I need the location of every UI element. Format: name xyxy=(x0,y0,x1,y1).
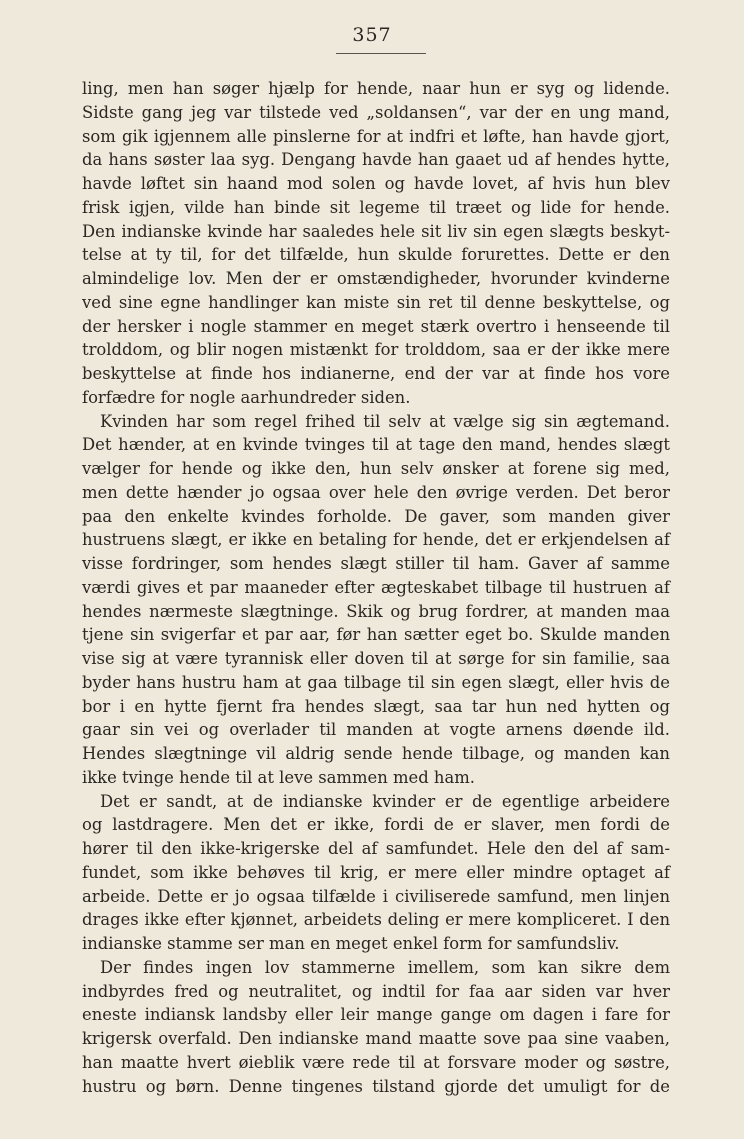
text-line: hustruens slægt, er ikke en betaling for hende, det er erkjendelsen af xyxy=(82,530,670,550)
text-line: arbeide. Dette er jo ogsaa tilfælde i civiliserede samfund, men linjen xyxy=(82,886,670,906)
text-line: ling, men han søger hjælp for hende, naar hun er syg og lidende. xyxy=(82,79,670,98)
text-line: indbyrdes fred og neutralitet, og indtil for faa aar siden var hver xyxy=(82,981,670,1001)
text-line: eneste indiansk landsby eller leir mange gange om dagen i fare for xyxy=(82,1005,670,1025)
body-text xyxy=(82,77,670,1098)
text-line: Hendes slægtninge vil aldrig sende hende tilbage, og manden kan xyxy=(82,744,670,763)
text-line: Sidste gang jeg var tilstede ved „soldansen“, var der en ung mand, xyxy=(82,102,670,122)
text-line: men dette hænder jo ogsaa over hele den øvrige verden. Det beror xyxy=(82,482,670,502)
text-line: ikke tvinge hende til at leve sammen med ham. xyxy=(82,767,475,787)
text-line: havde løftet sin haand mod solen og havde lovet, af hvis hun blev xyxy=(82,174,670,193)
text-line: han maatte hvert øieblik være rede til at forsvare moder og søstre, xyxy=(82,1052,670,1072)
text-line: vise sig at være tyrannisk eller doven til at sørge for sin familie, saa xyxy=(82,649,670,668)
text-line: indianske stamme ser man en meget enkel form for samfundsliv. xyxy=(82,934,620,953)
text-line: Det er sandt, at de indianske kvinder er de egentlige arbeidere xyxy=(100,791,670,811)
text-line: tjene sin svigerfar et par aar, før han sætter eget bo. Skulde manden xyxy=(82,625,670,645)
text-line: trolddom, og blir nogen mistænkt for trolddom, saa er der ikke mere xyxy=(82,340,670,360)
text-line: frisk igjen, vilde han binde sit legeme til træet og lide for hende. xyxy=(82,197,670,217)
text-line: telse at ty til, for det tilfælde, hun skulde forurettes. Dette er den xyxy=(82,245,670,265)
page-number: 357 xyxy=(352,24,392,46)
text-line: hustru og børn. Denne tingenes tilstand gjorde det umuligt for de xyxy=(82,1076,670,1096)
text-line: hendes nærmeste slægtninge. Skik og brug fordrer, at manden maa xyxy=(82,601,670,621)
text-line: Det hænder, at en kvinde tvinges til at tage den mand, hendes slægt xyxy=(82,435,670,455)
text-line: som gik igjennem alle pinslerne for at indfri et løfte, han havde gjort, xyxy=(82,126,670,146)
text-line: forfædre for nogle aarhundreder siden. xyxy=(82,387,411,407)
text-line: beskyttelse at finde hos indianerne, end der var at finde hos vore xyxy=(82,364,670,383)
text-line: ved sine egne handlinger kan miste sin ret til denne beskyttelse, og xyxy=(82,292,670,312)
text-line: da hans søster laa syg. Dengang havde han gaaet ud af hendes hytte, xyxy=(82,150,670,170)
text-line: Den indianske kvinde har saaledes hele sit liv sin egen slægts beskyt- xyxy=(82,221,670,241)
page-number-rule xyxy=(336,53,426,54)
text-line: byder hans hustru ham at gaa tilbage til sin egen slægt, eller hvis de xyxy=(82,672,670,692)
text-line: vælger for hende og ikke den, hun selv ønsker at forene sig med, xyxy=(82,459,670,478)
text-line: og lastdragere. Men det er ikke, fordi de er slaver, men fordi de xyxy=(82,815,670,835)
text-line: paa den enkelte kvindes forholde. De gaver, som manden giver xyxy=(82,506,670,526)
text-line: drages ikke efter kjønnet, arbeidets deling er mere kompliceret. I den xyxy=(82,910,670,930)
text-line: krigersk overfald. Den indianske mand maatte sove paa sine vaaben, xyxy=(82,1029,670,1048)
text-line: der hersker i nogle stammer en meget stærk overtro i henseende til xyxy=(82,316,670,336)
text-line: bor i en hytte fjernt fra hendes slægt, saa tar hun ned hytten og xyxy=(82,696,670,716)
text-line: Der findes ingen lov stammerne imellem, som kan sikre dem xyxy=(100,957,670,977)
text-line: gaar sin vei og overlader til manden at vogte arnens døende ild. xyxy=(82,720,670,740)
text-line: værdi gives et par maaneder efter ægteskabet tilbage til hustruen af xyxy=(82,577,670,597)
text-line: visse fordringer, som hendes slægt stiller til ham. Gaver af samme xyxy=(82,554,670,573)
text-line: almindelige lov. Men der er omstændigheder, hvorunder kvinderne xyxy=(82,269,670,288)
text-line: Kvinden har som regel frihed til selv at vælge sig sin ægtemand. xyxy=(100,411,670,431)
text-line: fundet, som ikke behøves til krig, er mere eller mindre optaget af xyxy=(82,862,670,882)
text-line: hører til den ikke-krigerske del af samfundet. Hele den del af sam- xyxy=(82,839,670,858)
